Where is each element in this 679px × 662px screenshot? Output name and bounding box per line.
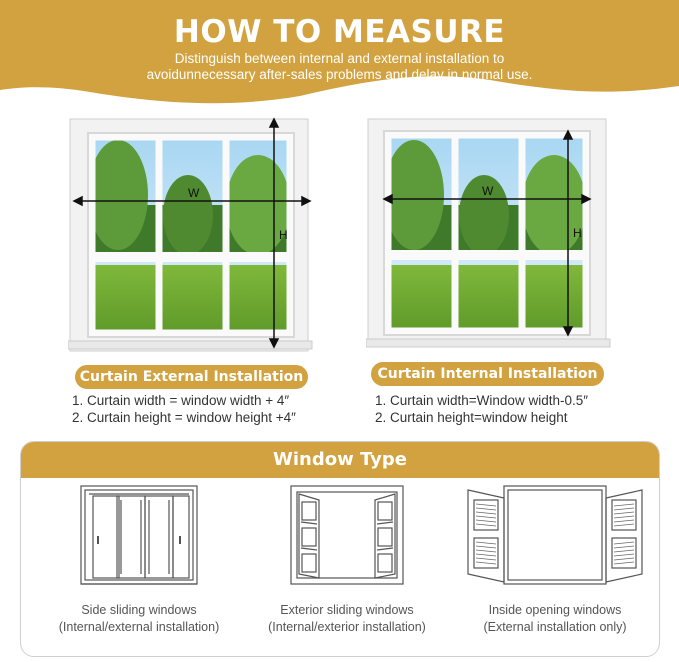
window-type-item-exterior-sliding bbox=[247, 482, 447, 636]
side-sliding-install: (Internal/external installation) bbox=[58, 620, 220, 634]
page-subtitle bbox=[0, 51, 679, 83]
external-width-mark: W bbox=[188, 186, 200, 200]
exterior-sliding-install: (Internal/exterior installation) bbox=[268, 620, 426, 634]
external-note-height: 2. Curtain height = window height +4″ bbox=[72, 410, 296, 425]
page-title: HOW TO MEASURE bbox=[173, 14, 506, 50]
internal-notes bbox=[375, 392, 588, 426]
subtitle-line-1: Distinguish between internal and external installation to bbox=[174, 51, 505, 66]
header-banner bbox=[0, 0, 679, 110]
window-type-item-side-sliding bbox=[39, 482, 239, 636]
side-sliding-name: Side sliding windows bbox=[81, 603, 197, 617]
exterior-sliding-window-icon bbox=[285, 482, 409, 588]
external-note-width: 1. Curtain width = window width + 4″ bbox=[72, 393, 290, 408]
internal-note-width: 1. Curtain width=Window width-0.5″ bbox=[375, 393, 589, 408]
external-height-mark: H bbox=[279, 228, 288, 242]
internal-width-mark: W bbox=[482, 184, 494, 198]
inside-opening-window-icon bbox=[460, 482, 650, 588]
internal-window-illustration bbox=[366, 115, 616, 355]
internal-note-height: 2. Curtain height=window height bbox=[375, 410, 568, 425]
external-installation-label: Curtain External Installation bbox=[75, 365, 308, 389]
exterior-sliding-name: Exterior sliding windows bbox=[280, 603, 414, 617]
window-type-item-inside-opening bbox=[455, 482, 655, 636]
inside-opening-install: (External installation only) bbox=[483, 620, 627, 634]
inside-opening-name: Inside opening windows bbox=[488, 603, 622, 617]
internal-installation-label: Curtain Internal Installation bbox=[371, 362, 604, 386]
internal-height-mark: H bbox=[573, 226, 582, 240]
external-window-illustration bbox=[68, 115, 318, 355]
external-notes bbox=[72, 392, 296, 426]
subtitle-line-2: avoidunnecessary after-sales problems and delay in normal use. bbox=[146, 67, 533, 82]
side-sliding-window-icon bbox=[77, 482, 201, 588]
window-type-title: Window Type bbox=[21, 442, 659, 478]
window-type-panel bbox=[20, 441, 660, 657]
